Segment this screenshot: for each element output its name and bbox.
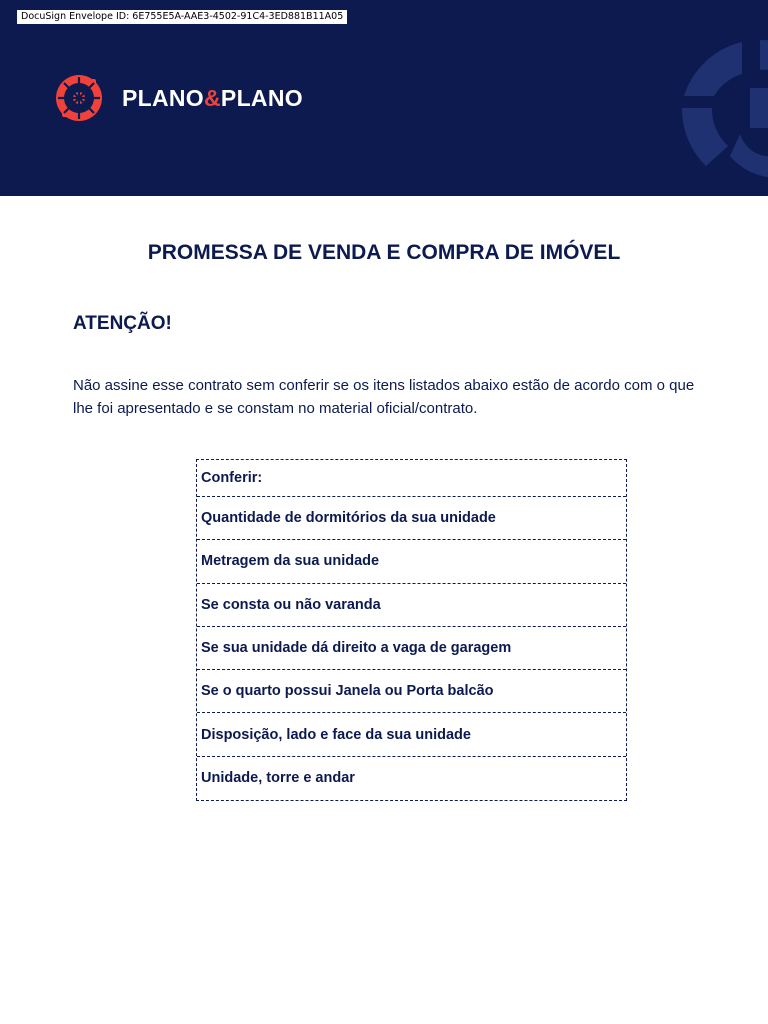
document-title: PROMESSA DE VENDA E COMPRA DE IMÓVEL: [147, 241, 621, 264]
checklist-item-area: Metragem da sua unidade: [197, 540, 626, 583]
attention-paragraph: Não assine esse contrato sem conferir se os itens listados abaixo estão de acordo com o que lhe foi apresentado e se constam no material oficial/contrato.: [73, 377, 695, 417]
attention-heading: ATENÇÃO!: [73, 313, 172, 334]
brand-mark-icon: [54, 73, 116, 123]
checklist-heading: Conferir:: [197, 460, 626, 497]
checklist-item-orientation: Disposição, lado e face da sua unidade: [197, 713, 626, 756]
checklist-item-unit-tower-floor: Unidade, torre e andar: [201, 770, 355, 787]
brand-watermark-icon: [680, 38, 768, 178]
checklist-item-window: Se o quarto possui Janela ou Porta balcão: [197, 670, 626, 713]
docusign-envelope-id: DocuSign Envelope ID: 6E755E5A-AAE3-4502-91C4-3ED881B11A05: [17, 10, 347, 24]
checklist-item-balcony: Se consta ou não varanda: [197, 584, 626, 627]
brand-logo: [54, 73, 303, 123]
page-header: [0, 0, 768, 196]
checklist-item-parking: Se sua unidade dá direito a vaga de garagem: [197, 627, 626, 670]
checklist-item-bedrooms: Quantidade de dormitórios da sua unidade: [197, 497, 626, 540]
checklist-table: [196, 459, 627, 801]
brand-name: PLANO&PLANO: [122, 84, 303, 111]
